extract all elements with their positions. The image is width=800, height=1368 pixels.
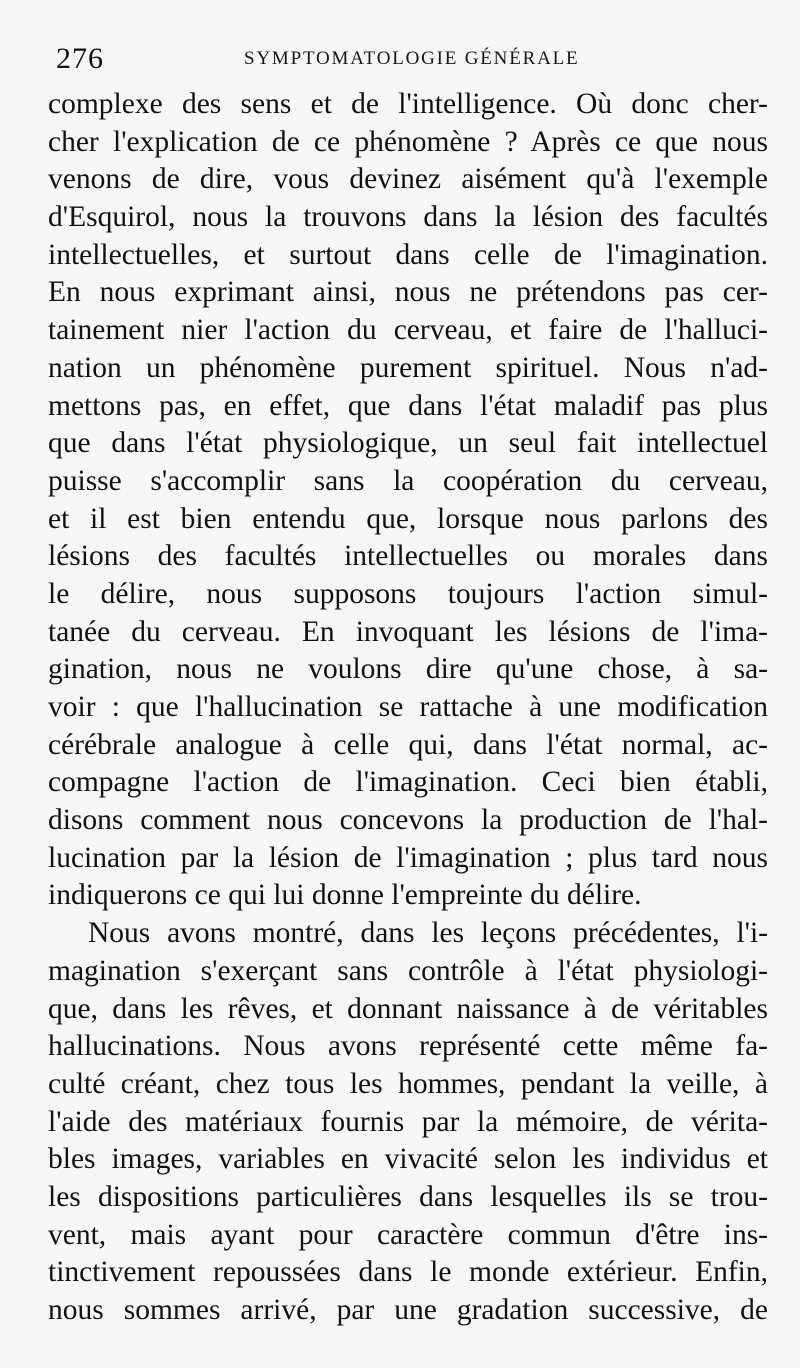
text-line: lucination par la lésion de l'imagination ; plus tard nous — [48, 841, 768, 874]
text-line: l'aide des matériaux fournis par la mémoire, de vérita- — [48, 1105, 768, 1138]
text-line: tinctivement repoussées dans le monde extérieur. Enfin, — [48, 1256, 768, 1289]
text-line: puisse s'accomplir sans la coopération du cerveau, — [48, 464, 768, 497]
text-line: venons de dire, vous devinez aisément qu'à l'exemple — [48, 163, 768, 196]
text-line: hallucinations. Nous avons représenté cette même fa- — [48, 1030, 768, 1063]
page-header — [56, 38, 756, 78]
text-line: En nous exprimant ainsi, nous ne prétendons pas cer- — [48, 276, 768, 309]
text-line: tainement nier l'action du cerveau, et faire de l'halluci- — [48, 314, 768, 347]
running-title: SYMPTOMATOLOGIE GÉNÉRALE — [244, 48, 580, 69]
text-line: gination, nous ne voulons dire qu'une chose, à sa- — [48, 653, 768, 686]
text-line: les dispositions particulières dans lesquelles ils se trou- — [48, 1180, 768, 1213]
text-line: culté créant, chez tous les hommes, pendant la veille, à — [48, 1067, 768, 1100]
text-line: que dans l'état physiologique, un seul fait intellectuel — [48, 427, 768, 460]
text-line: bles images, variables en vivacité selon les individus et — [48, 1143, 768, 1176]
page-number: 276 — [56, 42, 104, 75]
text-line: d'Esquirol, nous la trouvons dans la lésion des facultés — [48, 201, 768, 234]
text-line: vent, mais ayant pour caractère commun d'être ins- — [48, 1218, 768, 1251]
text-line: nous sommes arrivé, par une gradation successive, de — [48, 1294, 768, 1326]
text-line: indiquerons ce qui lui donne l'empreinte du délire. — [48, 879, 642, 912]
text-line: et il est bien entendu que, lorsque nous parlons des — [48, 502, 768, 535]
text-line: magination s'exerçant sans contrôle à l'état physiologi- — [48, 954, 768, 987]
text-line: voir : que l'hallucination se rattache à une modification — [48, 691, 768, 723]
text-line: tanée du cerveau. En invoquant les lésions de l'ima- — [48, 615, 768, 648]
text-line: mettons pas, en effet, que dans l'état maladif pas plus — [48, 389, 768, 422]
text-line: Nous avons montré, dans les leçons précédentes, l'i- — [88, 917, 768, 950]
text-line: lésions des facultés intellectuelles ou morales dans — [48, 540, 768, 573]
text-line: complexe des sens et de l'intelligence. Où donc cher- — [48, 88, 768, 120]
text-line: cérébrale analogue à celle qui, dans l'état normal, ac- — [48, 728, 768, 761]
page-body — [48, 86, 768, 1356]
text-line: que, dans les rêves, et donnant naissance à de véritables — [48, 992, 768, 1025]
text-line: disons comment nous concevons la production de l'hal- — [48, 804, 768, 837]
text-line: nation un phénomène purement spirituel. Nous n'ad- — [48, 351, 768, 384]
text-line: le délire, nous supposons toujours l'action simul- — [48, 577, 768, 610]
text-line: cher l'explication de ce phénomène ? Après ce que nous — [48, 125, 768, 158]
text-line: intellectuelles, et surtout dans celle de l'imagination. — [48, 238, 768, 271]
text-line: compagne l'action de l'imagination. Ceci bien établi, — [48, 766, 768, 799]
